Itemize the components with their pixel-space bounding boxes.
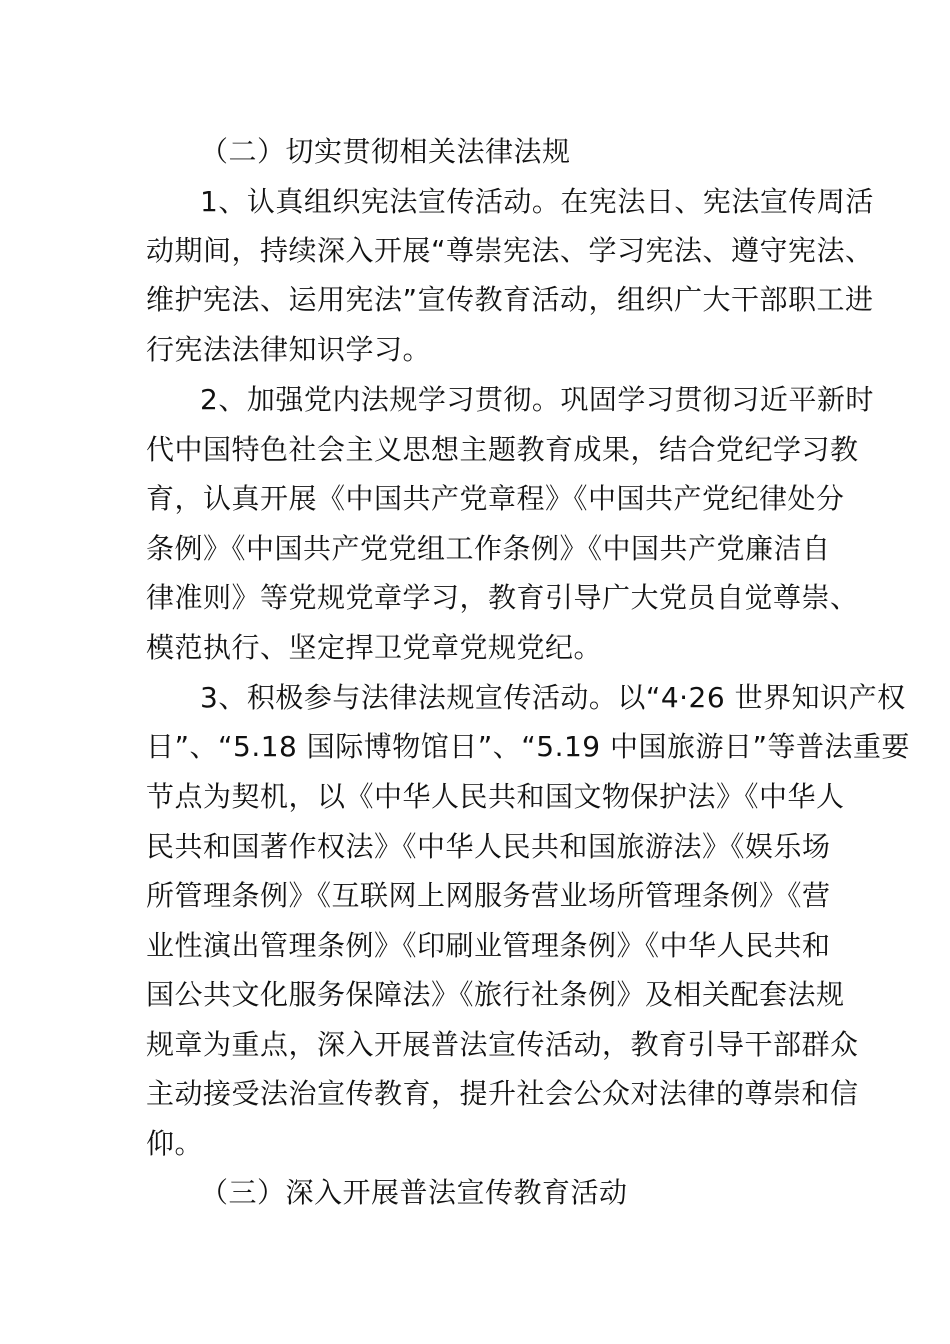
paragraph-2-line: 2、加强党内法规学习贯彻。巩固学习贯彻习近平新时 — [200, 383, 874, 416]
paragraph-2-line: 条例》《中国共产党党组工作条例》《中国共产党廉洁自 — [146, 532, 831, 565]
paragraph-3-line: 节点为契机，以《中华人民共和国文物保护法》《中华人 — [146, 780, 845, 813]
paragraph-2-line: 育，认真开展《中国共产党章程》《中国共产党纪律处分 — [146, 482, 845, 515]
paragraph-1-line: 动期间，持续深入开展“尊崇宪法、学习宪法、遵守宪法、 — [146, 234, 874, 267]
paragraph-3-line: 主动接受法治宣传教育，提升社会公众对法律的尊崇和信 — [146, 1077, 859, 1110]
paragraph-3-line: 日”、“5.18 国际博物馆日”、“5.19 中国旅游日”等普法重要 — [146, 730, 911, 763]
paragraph-3-line: 仰。 — [146, 1127, 204, 1160]
paragraph-1-line: 维护宪法、运用宪法”宣传教育活动，组织广大干部职工进 — [146, 283, 874, 316]
paragraph-3-line: 民共和国著作权法》《中华人民共和国旅游法》《娱乐场 — [146, 830, 831, 863]
paragraph-2-line: 律准则》等党规党章学习，教育引导广大党员自觉尊崇、 — [146, 581, 859, 614]
paragraph-3-line: 规章为重点，深入开展普法宣传活动，教育引导干部群众 — [146, 1028, 859, 1061]
paragraph-3-line: 所管理条例》《互联网上网服务营业场所管理条例》《营 — [146, 879, 831, 912]
paragraph-1-line: 1、认真组织宪法宣传活动。在宪法日、宪法宣传周活 — [200, 185, 874, 218]
paragraph-3-line: 国公共文化服务保障法》《旅行社条例》及相关配套法规 — [146, 978, 845, 1011]
paragraph-1-line: 行宪法法律知识学习。 — [146, 333, 432, 366]
section-heading-2: （二）切实贯彻相关法律法规 — [200, 135, 571, 168]
paragraph-2-line: 模范执行、坚定捍卫党章党规党纪。 — [146, 631, 603, 664]
paragraph-3-line: 3、积极参与法律法规宣传活动。以“4·26 世界知识产权 — [200, 681, 906, 714]
section-heading-3: （三）深入开展普法宣传教育活动 — [200, 1176, 628, 1209]
paragraph-3-line: 业性演出管理条例》《印刷业管理条例》《中华人民共和 — [146, 929, 831, 962]
paragraph-2-line: 代中国特色社会主义思想主题教育成果，结合党纪学习教 — [146, 433, 859, 466]
